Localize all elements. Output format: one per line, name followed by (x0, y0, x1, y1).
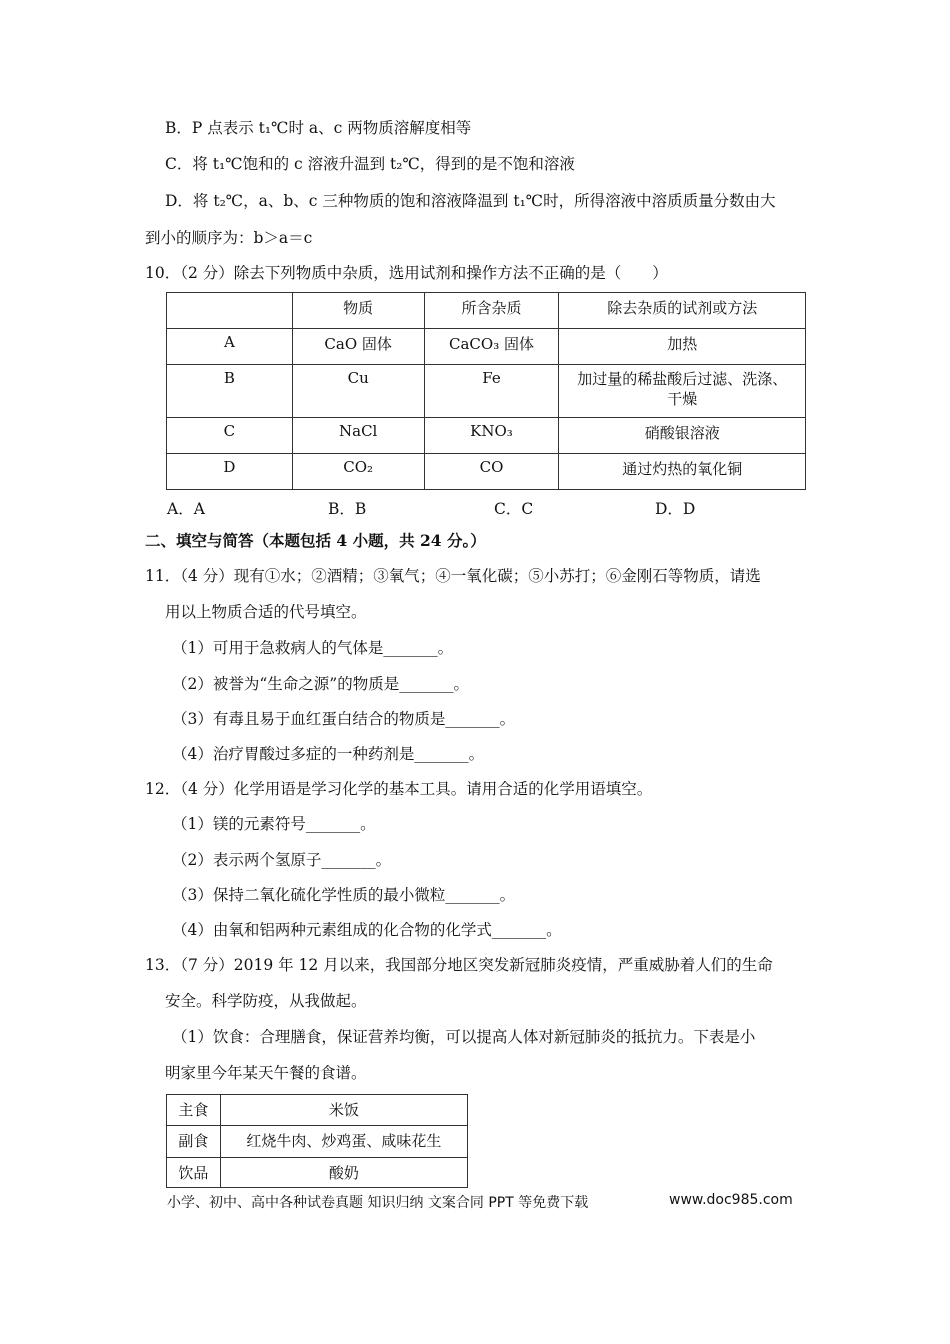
q13-sub1-cont: 明家里今年某天午餐的食谱。 (165, 1064, 367, 1082)
q10-table (166, 292, 806, 490)
q11-item: （4）治疗胃酸过多症的一种药剂是_______。 (172, 745, 485, 763)
menu-category: 副食 (167, 1126, 221, 1158)
q10-stem: 10．（2 分）除去下列物质中杂质，选用试剂和操作方法不正确的是（ ） (145, 264, 668, 282)
page-footer (167, 1192, 793, 1212)
menu-item: 酸奶 (220, 1158, 467, 1188)
q9-option-b: B．P 点表示 t₁℃时 a、c 两物质溶解度相等 (165, 119, 472, 137)
menu-item: 米饭 (220, 1095, 467, 1126)
table-cell: 硝酸银溶液 (559, 418, 806, 454)
table-row (167, 365, 806, 418)
q12-stem: 12．（4 分）化学用语是学习化学的基本工具。请用合适的化学用语填空。 (145, 780, 653, 798)
q10-answer-options (167, 497, 727, 517)
header-cell: 物质 (292, 293, 424, 329)
q9-option-c: C．将 t₁℃饱和的 c 溶液升温到 t₂℃，得到的是不饱和溶液 (165, 155, 575, 173)
table-row (167, 418, 806, 454)
table-cell: 通过灼热的氧化铜 (559, 454, 806, 490)
q11-item: （3）有毒且易于血红蛋白结合的物质是_______。 (172, 710, 516, 728)
table-cell: Cu (292, 365, 424, 418)
q10-option-b: B．B (328, 500, 367, 518)
q10-option-c: C．C (494, 500, 534, 518)
table-cell: B (167, 365, 293, 418)
q11-stem: 11．（4 分）现有①水；②酒精；③氧气；④一氧化碳；⑤小苏打；⑥金刚石等物质，请选 (145, 567, 761, 585)
q13-stem: 13．（7 分）2019 年 12 月以来，我国部分地区突发新冠肺炎疫情，严重威胁着人们的生命 (145, 956, 773, 974)
table-cell: KNO₃ (424, 418, 559, 454)
table-cell: NaCl (292, 418, 424, 454)
table-cell: CaO 固体 (292, 329, 424, 365)
table-cell: 加过量的稀盐酸后过滤、洗涤、干燥 (559, 365, 806, 418)
q12-item: （4）由氧和铝两种元素组成的化合物的化学式_______。 (172, 921, 562, 939)
table-row (167, 1158, 468, 1188)
table-cell: D (167, 454, 293, 490)
q13-sub1: （1）饮食：合理膳食，保证营养均衡，可以提高人体对新冠肺炎的抵抗力。下表是小 (172, 1028, 756, 1046)
table-cell: Fe (424, 365, 559, 418)
q9-option-d: D．将 t₂℃，a、b、c 三种物质的饱和溶液降温到 t₁℃时，所得溶液中溶质质量分数由大 (165, 192, 776, 210)
q9-option-d-cont: 到小的顺序为：b＞a＝c (145, 229, 313, 247)
menu-table (166, 1094, 468, 1188)
table-cell: 加热 (559, 329, 806, 365)
q11-item: （1）可用于急救病人的气体是_______。 (172, 639, 454, 657)
footer-url[interactable]: www.doc985.com (669, 1192, 793, 1208)
menu-item: 红烧牛肉、炒鸡蛋、咸味花生 (220, 1126, 467, 1158)
table-row (167, 329, 806, 365)
table-cell: CO (424, 454, 559, 490)
table-header-row (167, 293, 806, 329)
q12-item: （1）镁的元素符号_______。 (172, 815, 376, 833)
table-row (167, 1126, 468, 1158)
q10-option-a: A．A (167, 500, 205, 518)
q12-item: （2）表示两个氢原子_______。 (172, 851, 392, 869)
q13-stem-cont: 安全。科学防疫，从我做起。 (165, 992, 367, 1010)
menu-category: 饮品 (167, 1158, 221, 1188)
q11-stem-cont: 用以上物质合适的代号填空。 (165, 603, 367, 621)
header-cell: 除去杂质的试剂或方法 (559, 293, 806, 329)
section-title: 二、填空与简答（本题包括 4 小题，共 24 分。） (145, 531, 486, 550)
header-cell (167, 293, 293, 329)
q10-option-d: D．D (655, 500, 696, 518)
footer-text: 小学、初中、高中各种试卷真题 知识归纳 文案合同 PPT 等免费下载 (167, 1195, 589, 1211)
table-row (167, 1095, 468, 1126)
table-cell: CO₂ (292, 454, 424, 490)
table-cell: CaCO₃ 固体 (424, 329, 559, 365)
q11-item: （2）被誉为“生命之源”的物质是_______。 (172, 675, 469, 693)
header-cell: 所含杂质 (424, 293, 559, 329)
table-cell: A (167, 329, 293, 365)
table-row (167, 454, 806, 490)
q12-item: （3）保持二氧化硫化学性质的最小微粒_______。 (172, 886, 516, 904)
menu-category: 主食 (167, 1095, 221, 1126)
table-cell: C (167, 418, 293, 454)
